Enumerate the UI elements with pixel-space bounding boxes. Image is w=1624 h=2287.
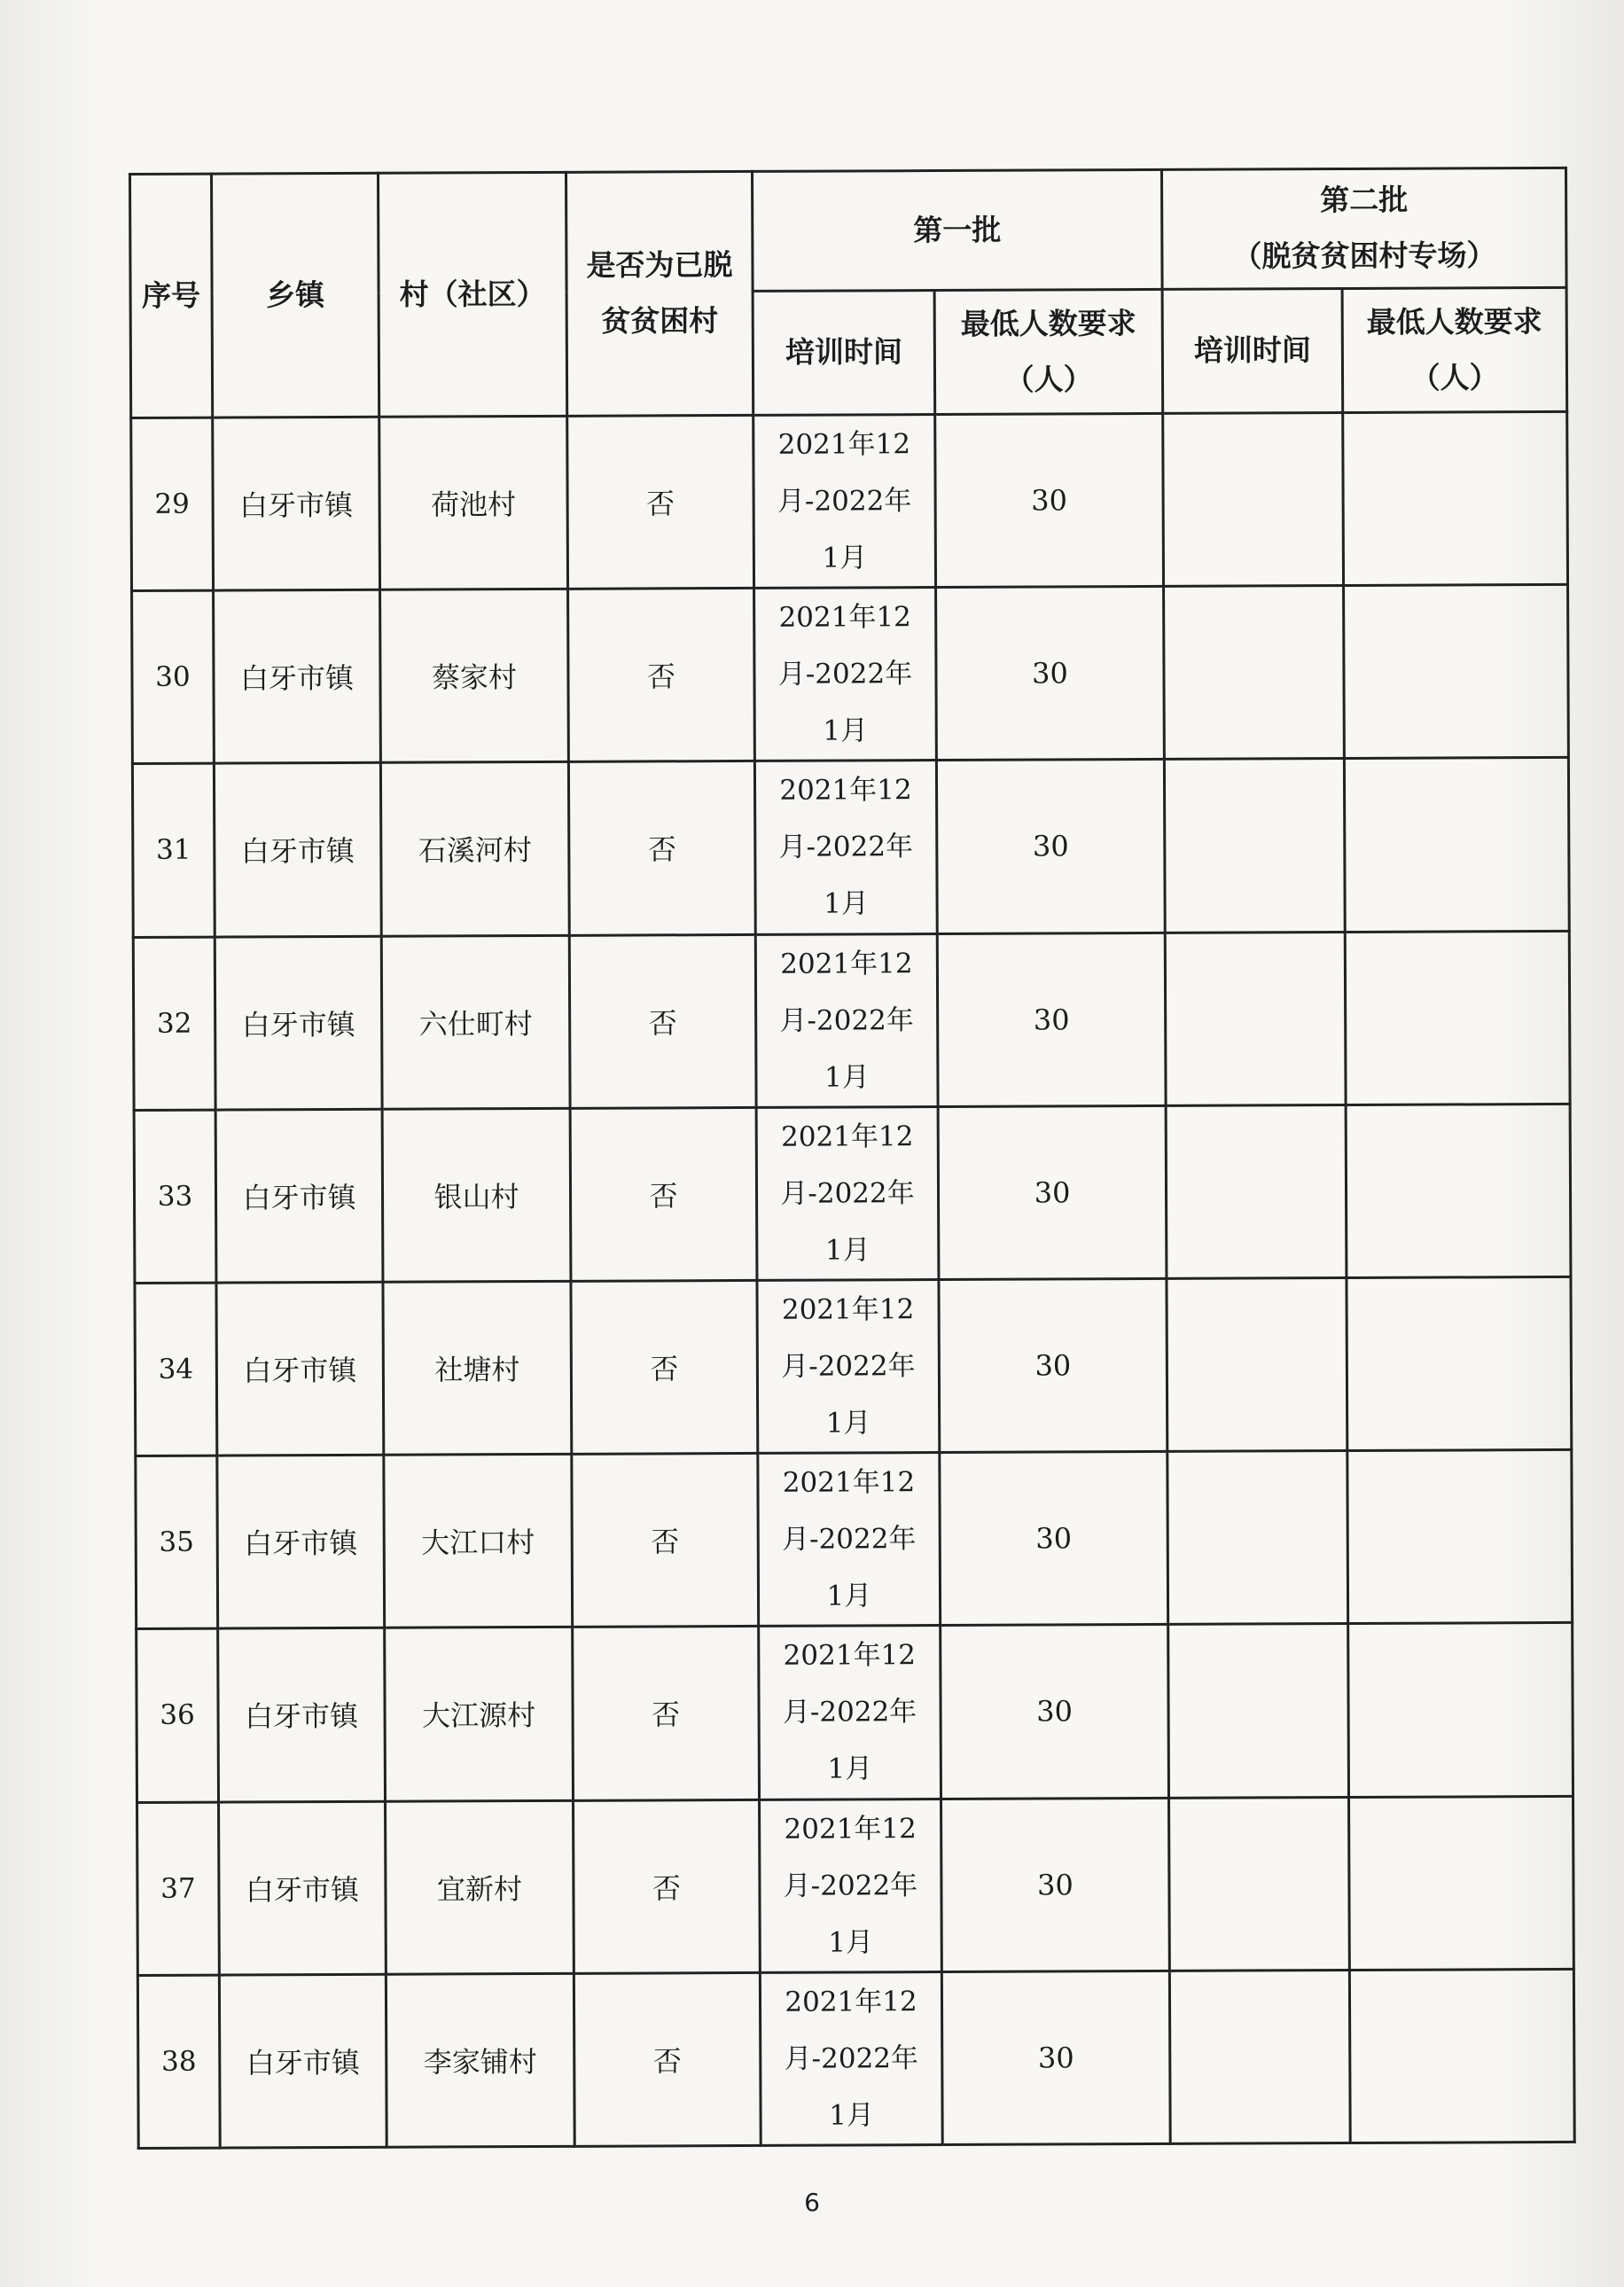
cell-village: 荷池村 [379, 416, 568, 589]
cell-village: 宜新村 [386, 1800, 574, 1974]
cell-seq: 38 [137, 1975, 220, 2149]
cell-min-people: 30 [941, 1625, 1169, 1799]
cell-village: 社塘村 [383, 1281, 572, 1455]
cell-batch-2-min-empty [1346, 1104, 1571, 1277]
cell-seq: 35 [136, 1456, 218, 1629]
training-schedule-table-container [129, 167, 1573, 2150]
header-batch-1-train-time: 培训时间 [753, 291, 935, 416]
cell-batch-2-min-empty [1347, 1450, 1573, 1624]
cell-train-time: 2021年12月-2022年1月 [756, 1106, 939, 1280]
cell-train-time: 2021年12月-2022年1月 [758, 1453, 941, 1627]
table-row [137, 1969, 1574, 2148]
table-row [136, 1450, 1573, 1629]
cell-seq: 31 [132, 763, 215, 937]
cell-town: 白牙市镇 [215, 936, 382, 1110]
cell-town: 白牙市镇 [215, 1109, 383, 1283]
cell-poverty: 否 [573, 1627, 760, 1800]
cell-train-time: 2021年12月-2022年1月 [753, 415, 936, 589]
table-row [133, 931, 1570, 1110]
cell-batch-2-min-empty [1349, 1969, 1574, 2143]
cell-batch-2-time-empty [1164, 759, 1345, 933]
cell-batch-2-min-empty [1348, 1623, 1573, 1797]
cell-batch-2-min-empty [1344, 585, 1569, 759]
header-poverty-status: 是否为已脱贫贫困村 [566, 171, 753, 416]
header-town: 乡镇 [212, 173, 379, 418]
table-row [132, 758, 1569, 937]
cell-poverty: 否 [567, 415, 754, 589]
cell-town: 白牙市镇 [214, 589, 381, 763]
cell-batch-2-min-empty [1345, 931, 1570, 1104]
cell-train-time: 2021年12月-2022年1月 [754, 761, 937, 934]
cell-min-people: 30 [938, 1105, 1167, 1279]
cell-train-time: 2021年12月-2022年1月 [759, 1626, 941, 1799]
cell-town: 白牙市镇 [219, 1974, 386, 2148]
header-batch-2 [1161, 168, 1566, 289]
header-batch-1: 第一批 [752, 169, 1162, 291]
header-batch-2-train-time: 培训时间 [1162, 289, 1343, 414]
cell-village: 大江口村 [384, 1454, 573, 1627]
cell-batch-2-time-empty [1167, 1277, 1347, 1451]
header-batch-1-min-people: 最低人数要求（人） [934, 289, 1163, 414]
cell-village: 大江源村 [385, 1627, 574, 1801]
cell-seq: 29 [131, 418, 214, 591]
cell-train-time: 2021年12月-2022年1月 [760, 1799, 942, 1972]
cell-batch-2-min-empty [1344, 758, 1569, 932]
cell-poverty: 否 [568, 761, 755, 935]
table-row [132, 585, 1569, 764]
cell-seq: 32 [133, 937, 215, 1111]
cell-town: 白牙市镇 [219, 1801, 386, 1975]
cell-town: 白牙市镇 [213, 417, 380, 590]
cell-batch-2-time-empty [1169, 1970, 1350, 2143]
cell-seq: 36 [137, 1628, 219, 1802]
table-row [137, 1623, 1573, 1802]
header-seq: 序号 [130, 174, 213, 418]
cell-seq: 33 [134, 1110, 216, 1284]
cell-poverty: 否 [574, 1799, 761, 1973]
cell-batch-2-min-empty [1343, 411, 1568, 585]
table-row [135, 1276, 1572, 1456]
cell-batch-2-time-empty [1163, 413, 1344, 587]
cell-village: 李家铺村 [386, 1973, 574, 2147]
cell-batch-2-time-empty [1166, 1104, 1347, 1278]
cell-batch-2-time-empty [1165, 932, 1346, 1105]
cell-train-time: 2021年12月-2022年1月 [757, 1279, 940, 1453]
cell-batch-2-min-empty [1347, 1276, 1572, 1450]
table-row [137, 1796, 1574, 1975]
header-village: 村（社区） [379, 172, 567, 417]
cell-min-people: 30 [939, 1278, 1167, 1452]
cell-town: 白牙市镇 [216, 1282, 384, 1456]
cell-seq: 30 [132, 590, 215, 764]
cell-town: 白牙市镇 [214, 763, 381, 937]
cell-seq: 34 [135, 1283, 217, 1456]
cell-batch-2-min-empty [1349, 1796, 1574, 1970]
cell-seq: 37 [137, 1802, 220, 1976]
cell-poverty: 否 [572, 1454, 759, 1627]
cell-min-people: 30 [941, 1971, 1170, 2144]
cell-town: 白牙市镇 [217, 1455, 385, 1628]
header-batch-2-title: 第二批 [1320, 183, 1409, 218]
cell-poverty: 否 [568, 589, 755, 762]
cell-poverty: 否 [571, 1280, 758, 1454]
cell-poverty: 否 [574, 1972, 761, 2146]
cell-village: 银山村 [382, 1108, 571, 1282]
cell-min-people: 30 [935, 413, 1164, 587]
cell-town: 白牙市镇 [218, 1628, 386, 1802]
cell-train-time: 2021年12月-2022年1月 [754, 588, 937, 761]
table-row [131, 411, 1568, 590]
cell-batch-2-time-empty [1169, 1797, 1350, 1971]
cell-batch-2-time-empty [1167, 1451, 1348, 1625]
cell-min-people: 30 [936, 587, 1165, 761]
training-schedule-table [129, 167, 1576, 2150]
cell-poverty: 否 [569, 934, 756, 1108]
header-batch-2-subtitle: （脱贫贫困村专场） [1232, 238, 1496, 274]
cell-batch-2-time-empty [1168, 1624, 1349, 1798]
cell-min-people: 30 [940, 1452, 1168, 1626]
cell-poverty: 否 [570, 1107, 757, 1281]
cell-train-time: 2021年12月-2022年1月 [755, 933, 938, 1107]
cell-min-people: 30 [936, 760, 1165, 933]
cell-min-people: 30 [941, 1798, 1170, 1971]
cell-village: 蔡家村 [380, 589, 569, 763]
cell-min-people: 30 [937, 933, 1166, 1106]
cell-village: 六仕町村 [381, 935, 570, 1109]
table-body [131, 411, 1575, 2148]
header-batch-2-min-people: 最低人数要求（人） [1342, 287, 1567, 412]
cell-train-time: 2021年12月-2022年1月 [760, 1971, 942, 2145]
table-header [130, 168, 1567, 418]
table-row [134, 1104, 1571, 1283]
page-number: 6 [804, 2188, 820, 2217]
cell-village: 石溪河村 [380, 762, 569, 936]
cell-batch-2-time-empty [1164, 586, 1345, 760]
